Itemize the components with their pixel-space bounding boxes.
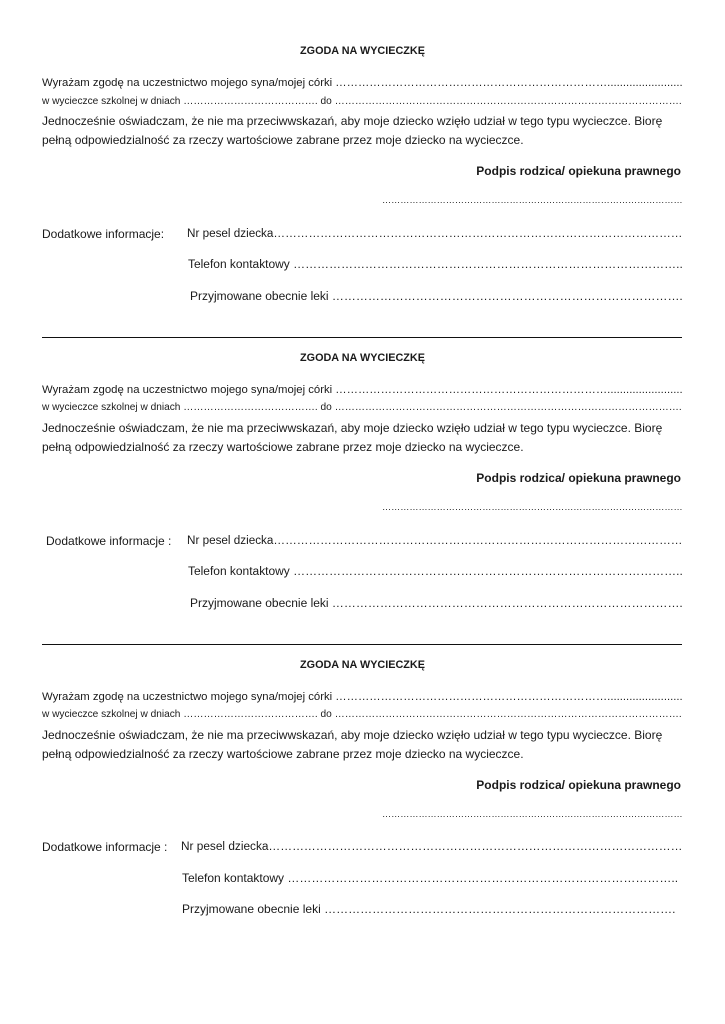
consent-line-statement: Jednocześnie oświadczam, że nie ma przeciwwskazań, aby moje dziecko wzięło udział w tego typu wycieczce. Biorę (42, 114, 663, 128)
section-divider (42, 644, 682, 645)
consent-line-dates: w wycieczce szkolnej w dniach …………………………………. do …………………………………………………………………………………………. (42, 709, 682, 720)
pesel-field: Nr pesel dziecka…………………………………………………………………………………………… (187, 227, 683, 240)
consent-line-child: Wyrażam zgodę na uczestnictwo mojego syna/mojej córki ………………………………………………………………........................ (42, 691, 683, 703)
consent-form-2 (0, 353, 725, 653)
signature-line: ……………………………………………………………………………………… (382, 195, 683, 205)
additional-info-label: Dodatkowe informacje : (46, 534, 172, 548)
form-title: ZGODA NA WYCIECZKĘ (300, 352, 425, 364)
phone-field: Telefon kontaktowy …………………………………………………………………………………….. (188, 257, 683, 271)
form-title: ZGODA NA WYCIECZKĘ (300, 659, 425, 671)
signature-line: ……………………………………………………………………………………… (382, 502, 683, 512)
consent-line-responsibility: pełną odpowiedzialność za rzeczy wartościowe zabrane przez moje dziecko na wycieczce. (42, 747, 524, 761)
medications-field: Przyjmowane obecnie leki ……………………………………………………………………………. (190, 596, 683, 610)
consent-line-responsibility: pełną odpowiedzialność za rzeczy wartościowe zabrane przez moje dziecko na wycieczce. (42, 133, 524, 147)
consent-line-statement: Jednocześnie oświadczam, że nie ma przeciwwskazań, aby moje dziecko wzięło udział w tego typu wycieczce. Biorę (42, 728, 663, 742)
phone-field: Telefon kontaktowy …………………………………………………………………………………….. (188, 564, 683, 578)
medications-field: Przyjmowane obecnie leki ……………………………………………………………………………. (190, 289, 683, 303)
medications-field: Przyjmowane obecnie leki ……………………………………………………………………………. (182, 902, 676, 916)
signature-line: ……………………………………………………………………………………… (382, 809, 683, 819)
consent-form-1 (0, 46, 725, 346)
additional-info-label: Dodatkowe informacje : (42, 840, 168, 854)
consent-line-responsibility: pełną odpowiedzialność za rzeczy wartościowe zabrane przez moje dziecko na wycieczce. (42, 440, 524, 454)
consent-line-dates: w wycieczce szkolnej w dniach …………………………………. do …………………………………………………………………………………………. (42, 96, 682, 107)
consent-line-dates: w wycieczce szkolnej w dniach …………………………………. do …………………………………………………………………………………………. (42, 402, 682, 413)
consent-line-statement: Jednocześnie oświadczam, że nie ma przeciwwskazań, aby moje dziecko wzięło udział w tego typu wycieczce. Biorę (42, 421, 663, 435)
consent-form-3 (0, 660, 725, 960)
pesel-field: Nr pesel dziecka…………………………………………………………………………………………… (187, 534, 683, 547)
signature-label: Podpis rodzica/ opiekuna prawnego (476, 164, 681, 178)
consent-line-child: Wyrażam zgodę na uczestnictwo mojego syna/mojej córki ………………………………………………………………........................ (42, 77, 683, 89)
signature-label: Podpis rodzica/ opiekuna prawnego (476, 471, 681, 485)
signature-label: Podpis rodzica/ opiekuna prawnego (476, 778, 681, 792)
section-divider (42, 337, 682, 338)
phone-field: Telefon kontaktowy …………………………………………………………………………………….. (182, 871, 679, 885)
pesel-field: Nr pesel dziecka…………………………………………………………………………………………… (181, 839, 683, 853)
form-title: ZGODA NA WYCIECZKĘ (300, 45, 425, 57)
additional-info-label: Dodatkowe informacje: (42, 227, 165, 241)
consent-line-child: Wyrażam zgodę na uczestnictwo mojego syna/mojej córki ………………………………………………………………........................ (42, 384, 683, 396)
